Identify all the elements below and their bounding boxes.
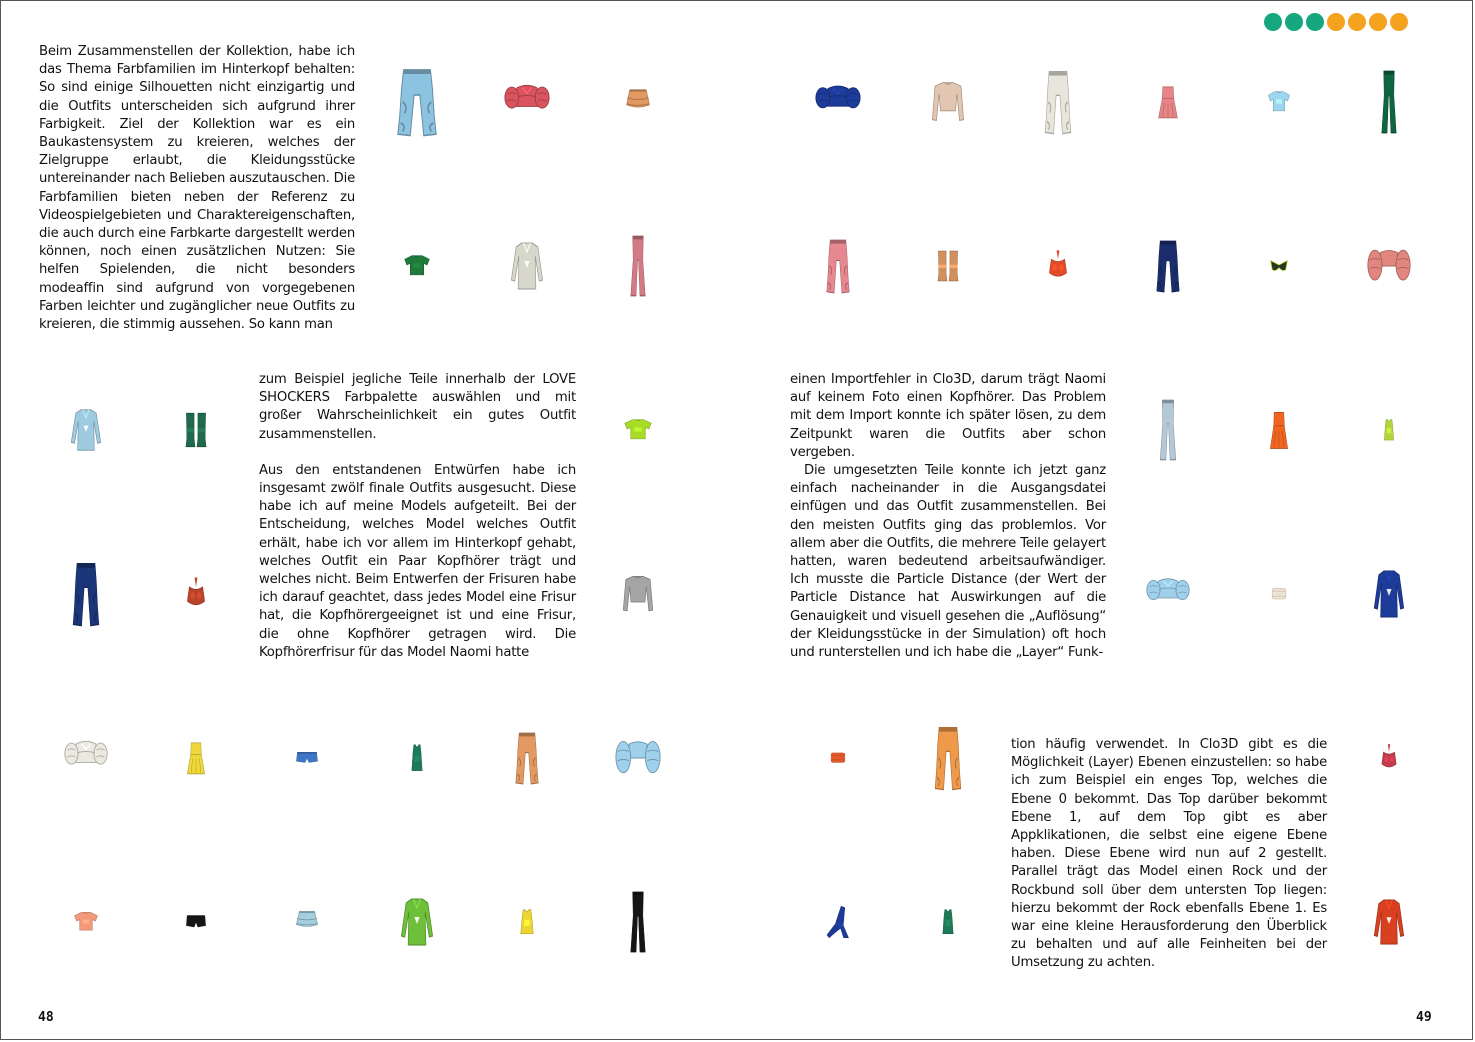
garment-peach-crop-tee-icon bbox=[73, 910, 99, 934]
garment-light-blue-jeans-icon bbox=[1155, 399, 1181, 461]
garment-green-boots-icon bbox=[184, 411, 208, 449]
garment-light-blue-dress-icon bbox=[70, 408, 102, 452]
garment-green-flared-pants-icon bbox=[1377, 70, 1401, 134]
garment-blue-puffer-jacket-icon bbox=[815, 81, 861, 123]
paragraph: zum Beispiel jegliche Teile innerhalb der LOVE SHOCKERS Farbpalette auswählen und mit großer Wahrscheinlichkeit ein gutes Outfit zusammenstellen. bbox=[259, 372, 576, 442]
garment-blue-shorts-icon bbox=[295, 750, 319, 766]
garment-grey-longsleeve-icon bbox=[622, 574, 654, 614]
garment-navy-heels-icon bbox=[825, 905, 851, 939]
garment-pink-shrug-icon bbox=[1367, 244, 1411, 288]
garment-green-vest-icon bbox=[407, 743, 427, 773]
garment-cream-tube-top-icon bbox=[1270, 585, 1288, 603]
garment-pink-puffer-jacket-icon bbox=[504, 80, 550, 124]
garment-green-gradient-dress-icon bbox=[400, 897, 434, 947]
garment-white-cargo-pants-icon bbox=[1042, 69, 1074, 135]
garment-red-longsleeve-dress-icon bbox=[1373, 898, 1405, 946]
garment-yellow-tank-top-icon bbox=[515, 908, 539, 936]
garment-yellow-dress-icon bbox=[184, 740, 208, 776]
garment-green-graphic-crop-tee-icon bbox=[403, 253, 431, 279]
progress-dot bbox=[1327, 13, 1345, 31]
garment-white-puffer-jacket-icon bbox=[64, 736, 108, 780]
garment-pink-halter-top-icon bbox=[1379, 743, 1399, 773]
text-block-layers bbox=[1011, 736, 1327, 973]
paragraph: Die umgesetzten Teile konnte ich jetzt ganz einfach nacheinander in die Ausgangsdatei einfügen und das Outfit zusammenstellen. Bei den meisten Outfits ging das problemlos. Vor allem aber die Outfits, die mehrere Teile gelayert hatten, waren bedeutend arbeitsaufwändiger. Ich musste die Particle Distance (der Wert der Particle Distance hat Auswirkungen auf die Genauigkeit und visuell gesehen die „Auflösung“ der Kleidungsstücke in der Simulation) oft hoch und runterstellen und ich habe die „Layer“ Funk- bbox=[790, 463, 1106, 661]
text-block-outfits bbox=[259, 371, 576, 662]
garment-green-bikini-top-icon bbox=[1269, 257, 1289, 275]
garment-beige-longsleeve-icon bbox=[931, 80, 965, 124]
paragraph: Beim Zusammenstellen der Kollektion, habe ich das Thema Farbfamilien im Hinterkopf behalten: So sind einige Silhouetten nicht einzigartig und die Outfits unterscheiden sich aufgrund ihrer Farbigkeit. Ziel der Kollektion war es ein Baukastensystem zu kreieren, welches der Zielgruppe erlaubt, die Kleidungsstücke untereinander nach Belieben auszutauschen. Die Farbfamilien bieten neben der Referenz zu Videospielgebieten und Charaktereigenschaften, die auch durch eine Farbkarte dargestellt werden können, noch einen zusätzlichen Nutzen: Sie helfen Spielenden, die nicht besonders modeaffin sind aufgrund von vorgegebenen Farben leichter und zugänglicher neue Outfits zu kreieren, die stimmig aussehen. So kann man bbox=[39, 44, 355, 333]
text-block-import bbox=[790, 371, 1106, 662]
garment-tan-boots-icon bbox=[936, 249, 960, 283]
garment-pink-flared-pants-icon bbox=[626, 235, 650, 297]
garment-black-white-gradient-dress-icon bbox=[510, 241, 544, 291]
garment-light-blue-cargo-pants-icon bbox=[393, 67, 441, 137]
garment-orange-cargo-pants-icon bbox=[513, 731, 541, 785]
progress-dot bbox=[1348, 13, 1366, 31]
garment-light-blue-crop-tee-icon bbox=[1267, 89, 1291, 115]
progress-dot bbox=[1390, 13, 1408, 31]
paragraph: Aus den entstandenen Entwürfen habe ich insgesamt zwölf finale Outfits ausgesucht. Diese habe ich auf meine Models aufgeteilt. Bei der Entscheidung, welches Model welches Outfit erhält, habe ich vor allem im Hinterkopf gehabt, welches Outfit ein Paar Kopfhörer trägt und welches nicht. Beim Entwerfen der Frisuren habe ich darauf geachtet, dass jedes Model eine Frisur hat, die Kopfhörergeeignet ist und eine Frisur, die ohne Kopfhörer getragen wird. Die Kopfhörerfrisur für das Model Naomi hatte bbox=[259, 462, 576, 660]
progress-dot bbox=[1264, 13, 1282, 31]
garment-orange-tube-top-icon bbox=[829, 750, 847, 766]
garment-black-shorts-icon bbox=[185, 913, 207, 931]
progress-dot bbox=[1369, 13, 1387, 31]
garment-light-blue-shrug-icon bbox=[615, 735, 661, 781]
progress-dots bbox=[1264, 13, 1408, 31]
garment-green-vest-2-icon bbox=[938, 908, 958, 936]
garment-lime-crop-tee-icon bbox=[623, 417, 653, 443]
garment-rust-halter-top-icon bbox=[184, 576, 208, 612]
paragraph: tion häufig verwendet. In Clo3D gibt es die Möglichkeit (Layer) Ebenen einzustellen: so habe ich zum Beispiel ein enges Top, welches die Ebene 0 bekommt. Das Top darüber bekommt Ebene 1, auf dem Top gibt es aber Appklikationen, die selbst eine eigene Ebene haben. Diese Ebene wird nun auf 2 gestellt. Parallel trägt das Model einen Rock und der Rockbund soll über dem untersten Top liegen: hierzu bekommt der Rock ebenfalls Ebene 1. Es war eine kleine Herausforderung den Überblick zu behalten und auf alle Feinheiten bei der Umsetzung zu achten. bbox=[1011, 737, 1327, 971]
garment-navy-cutout-dress-icon bbox=[1373, 569, 1405, 619]
garment-light-blue-puffer-jacket-icon bbox=[1146, 574, 1190, 614]
paragraph: einen Importfehler in Clo3D, darum trägt Naomi auf keinem Foto einen Kopfhörer. Das Problem mit dem Import konnte ich später lösen, zu dem Zeitpunkt waren die Outfits aber schon vergeben. bbox=[790, 372, 1106, 460]
page-number-right: 49 bbox=[1416, 1010, 1432, 1025]
garment-black-flared-pants-icon bbox=[626, 891, 650, 953]
progress-dot bbox=[1285, 13, 1303, 31]
page-number-left: 48 bbox=[38, 1010, 54, 1025]
garment-pink-cargo-pants-icon bbox=[824, 238, 852, 294]
progress-dot bbox=[1306, 13, 1324, 31]
text-block-intro bbox=[39, 43, 355, 334]
garment-pink-tube-dress-icon bbox=[1155, 84, 1181, 120]
garment-orange-strapless-dress-icon bbox=[1267, 409, 1291, 451]
garment-lime-tank-top-icon bbox=[1380, 418, 1398, 442]
garment-navy-cargo-pants-icon bbox=[1154, 239, 1182, 293]
garment-navy-question-mark-pants-icon bbox=[70, 561, 102, 627]
garment-orange-cargo-pants-2-icon bbox=[932, 725, 964, 791]
garment-orange-ruffle-skirt-icon bbox=[623, 87, 653, 117]
garment-light-blue-skirt-icon bbox=[293, 909, 321, 935]
garment-red-halter-top-icon bbox=[1046, 249, 1070, 283]
